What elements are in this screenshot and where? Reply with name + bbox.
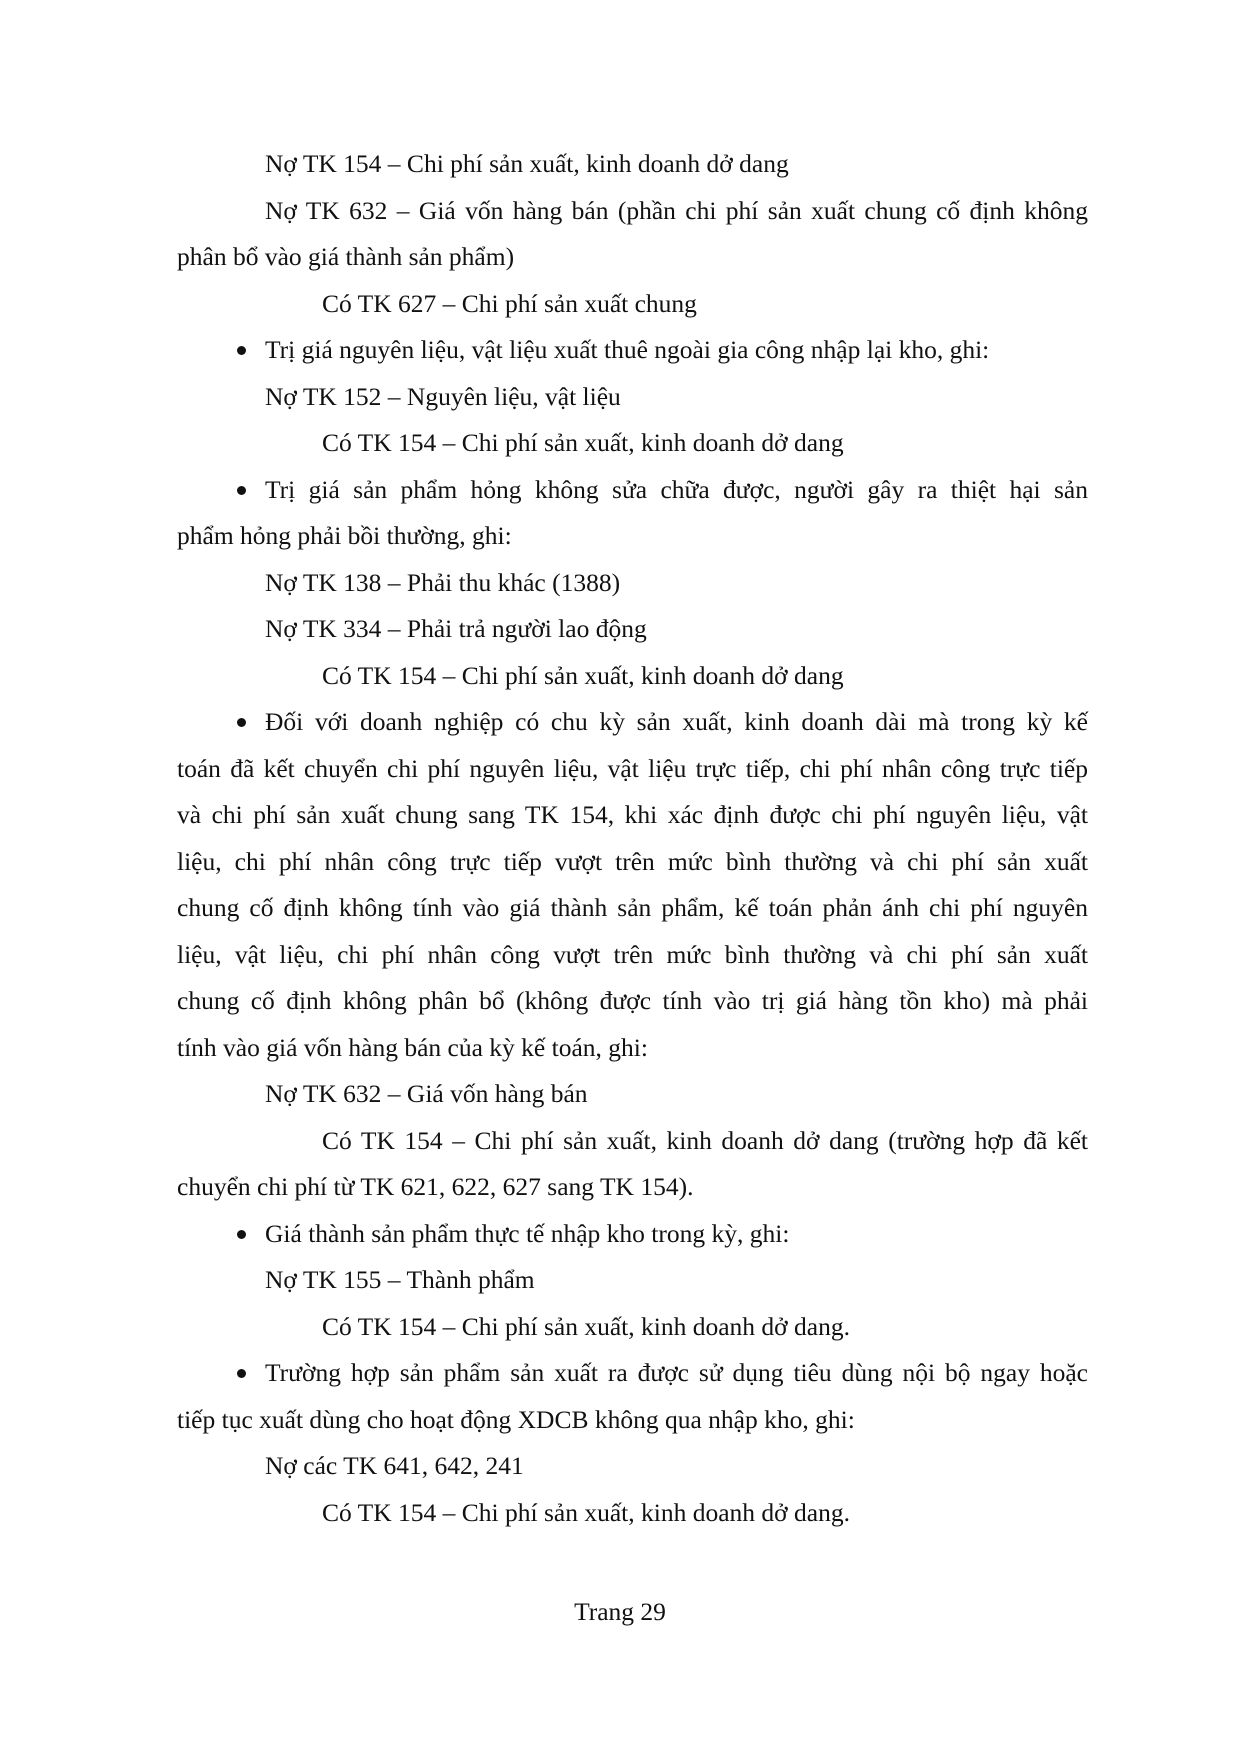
bullet-text: Trị giá nguyên liệu, vật liệu xuất thuê ngoài gia công nhập lại kho, ghi:	[265, 335, 990, 364]
bullet-paragraph	[177, 327, 1088, 374]
bullet-text-line: liệu, chi phí nhân công trực tiếp vượt trên mức bình thường và chi phí sản xuất	[177, 846, 1088, 876]
bullet-text-line: Trị giá sản phẩm hỏng không sửa chữa được, người gây ra thiệt hại sản	[265, 474, 1088, 504]
bullet-icon	[237, 486, 246, 495]
journal-debit-line: Nợ các TK 641, 642, 241	[265, 1451, 524, 1480]
journal-debit-line: Nợ TK 632 – Giá vốn hàng bán	[265, 1079, 588, 1108]
journal-debit-line: Nợ TK 138 – Phải thu khác (1388)	[265, 567, 621, 597]
bullet-text-line: tính vào giá vốn hàng bán của kỳ kế toán, ghi:	[177, 1032, 648, 1062]
page-content	[177, 141, 1088, 1536]
bullet-text-line: phẩm hỏng phải bồi thường, ghi:	[177, 521, 512, 550]
bullet-paragraph	[177, 1350, 1088, 1443]
bullet-text-line: chung cố định không tính vào giá thành sản phẩm, kế toán phản ánh chi phí nguyên	[177, 893, 1088, 922]
bullet-text-line: toán đã kết chuyển chi phí nguyên liệu, vật liệu trực tiếp, chi phí nhân công trực tiếp	[177, 753, 1088, 783]
bullet-text-line: tiếp tục xuất dùng cho hoạt động XDCB không qua nhập kho, ghi:	[177, 1404, 855, 1434]
bullet-text: Giá thành sản phẩm thực tế nhập kho trong kỳ, ghi:	[265, 1218, 790, 1248]
page-number: Trang 29	[574, 1597, 666, 1626]
journal-debit-line: Nợ TK 152 – Nguyên liệu, vật liệu	[265, 381, 621, 411]
journal-credit-line: Có TK 154 – Chi phí sản xuất, kinh doanh dở dang.	[322, 1497, 850, 1527]
bullet-text-line: chung cố định không phân bổ (không được tính vào trị giá hàng tồn kho) mà phải	[177, 986, 1088, 1015]
journal-credit-continuation: chuyển chi phí từ TK 621, 622, 627 sang TK 154).	[177, 1172, 694, 1201]
journal-credit-line: Có TK 627 – Chi phí sản xuất chung	[322, 288, 697, 318]
bullet-icon	[237, 718, 246, 727]
journal-credit-line: Có TK 154 – Chi phí sản xuất, kinh doanh dở dang	[322, 660, 844, 690]
bullet-paragraph	[177, 699, 1088, 1071]
journal-credit-line: Có TK 154 – Chi phí sản xuất, kinh doanh dở dang.	[322, 1311, 850, 1341]
bullet-icon	[237, 1230, 246, 1239]
bullet-icon	[237, 346, 246, 355]
journal-debit-line: Nợ TK 154 – Chi phí sản xuất, kinh doanh dở dang	[265, 149, 789, 178]
journal-debit-line: Nợ TK 155 – Thành phẩm	[265, 1265, 535, 1294]
journal-credit-line: Có TK 154 – Chi phí sản xuất, kinh doanh dở dang	[322, 428, 844, 457]
bullet-paragraph	[177, 467, 1088, 560]
journal-credit-line: Có TK 154 – Chi phí sản xuất, kinh doanh dở dang (trường hợp đã kết	[322, 1125, 1088, 1155]
bullet-text-line: Trường hợp sản phẩm sản xuất ra được sử dụng tiêu dùng nội bộ ngay hoặc	[265, 1358, 1088, 1387]
bullet-text-line: Đối với doanh nghiệp có chu kỳ sản xuất, kinh doanh dài mà trong kỳ kế	[265, 707, 1088, 736]
journal-debit-line: Nợ TK 334 – Phải trả người lao động	[265, 614, 647, 643]
bullet-text-line: liệu, vật liệu, chi phí nhân công vượt trên mức bình thường và chi phí sản xuất	[177, 939, 1088, 969]
bullet-paragraph	[177, 1211, 1088, 1258]
journal-debit-line: Nợ TK 632 – Giá vốn hàng bán (phần chi phí sản xuất chung cố định không	[265, 195, 1088, 225]
bullet-icon	[237, 1369, 246, 1378]
bullet-text-line: và chi phí sản xuất chung sang TK 154, khi xác định được chi phí nguyên liệu, vật	[177, 800, 1088, 829]
journal-debit-continuation: phân bổ vào giá thành sản phẩm)	[177, 242, 515, 271]
